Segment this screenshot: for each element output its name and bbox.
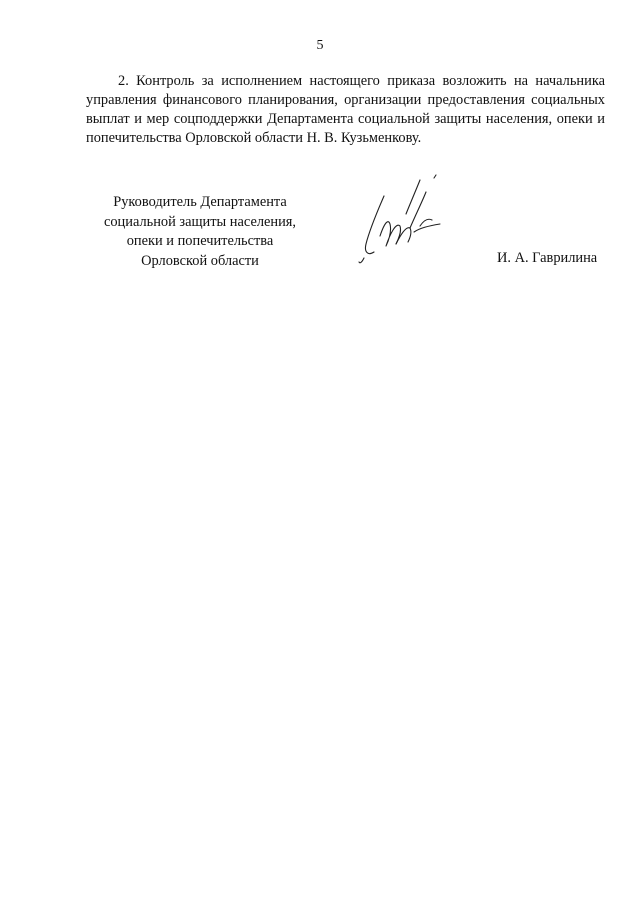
position-line: социальной защиты населения, (103, 213, 297, 230)
signer-name: И. А. Гаврилина (497, 250, 598, 266)
signatory-position (92, 193, 308, 271)
position-line: Орловской области (141, 252, 259, 269)
position-line: опеки и попечительства (126, 233, 274, 249)
position-line: Руководитель Департамента (113, 194, 287, 210)
page-number: 5 (316, 38, 324, 53)
handwritten-signature (354, 174, 450, 266)
order-paragraph: 2. Контроль за исполнением настоящего приказа возложить на начальника управления финансового планирования, организации предоставления социальных выплат и мер соцподдержки Департамента социальной защиты населения, опеки и попечительства Орловской области Н. В. Кузьменкову. (86, 73, 605, 146)
